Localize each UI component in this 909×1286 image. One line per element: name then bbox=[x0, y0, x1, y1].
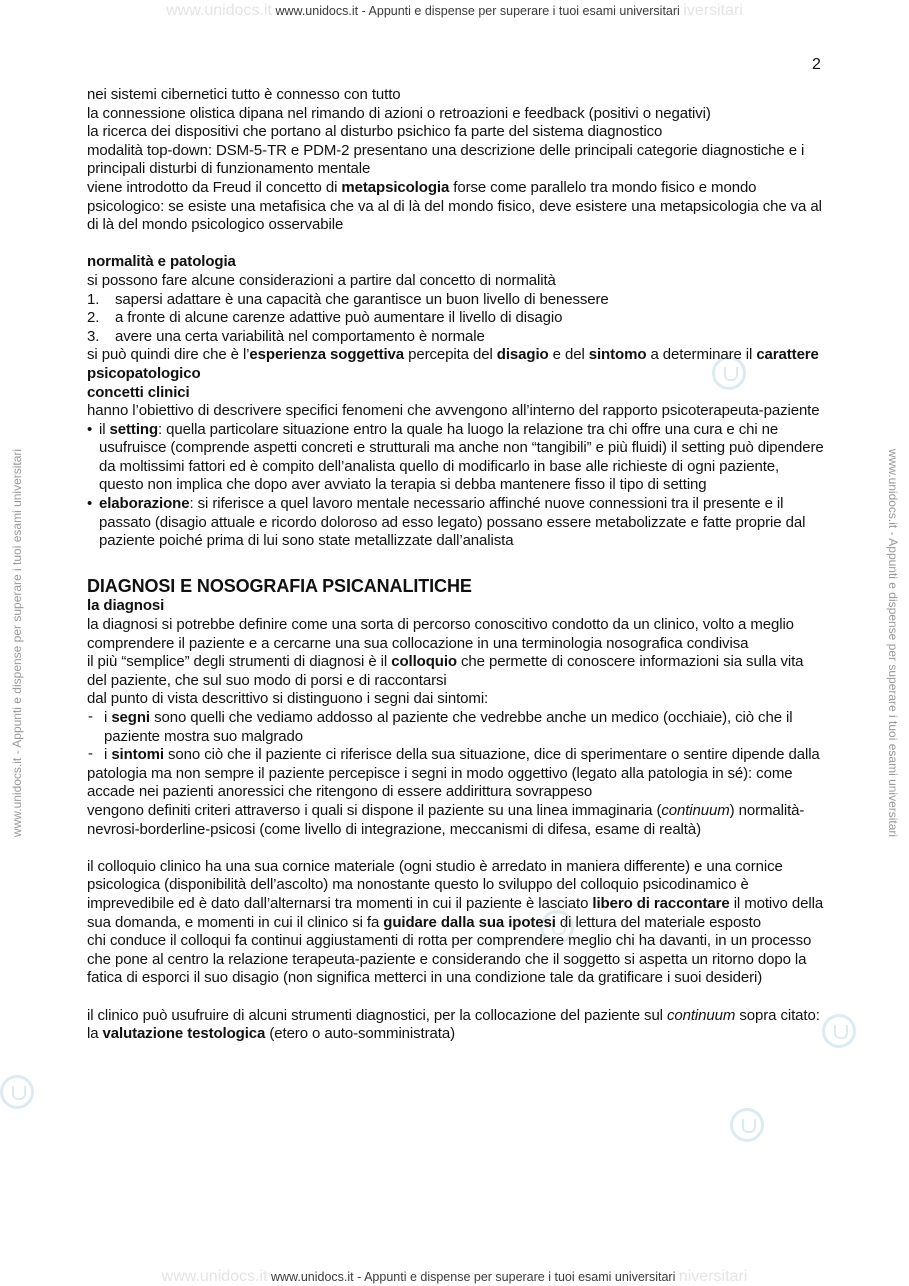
bullet-list bbox=[87, 421, 827, 551]
paragraph: dal punto di vista descrittivo si distinguono i segni dai sintomi: bbox=[87, 690, 489, 708]
paragraph: la diagnosi si potrebbe definire come una sorta di percorso conoscitivo condotto da un clinico, volto a meglio comprendere il paziente e a cercarne una sua collocazione in una terminologia nosografica condivisa bbox=[87, 616, 794, 652]
dash-list bbox=[87, 709, 827, 746]
paragraph: nei sistemi cibernetici tutto è connesso con tutto bbox=[87, 86, 401, 103]
paragraph: la connessione olistica dipana nel rimando di azioni o retroazioni e feedback (positivi o negativi) bbox=[87, 104, 711, 122]
paragraph: hanno l’obiettivo di descrivere specifici fenomeni che avvengono all’interno del rapporto psicoterapeuta-paziente bbox=[87, 402, 820, 420]
paragraph: si possono fare alcune considerazioni a partire dal concetto di normalità bbox=[87, 271, 556, 289]
watermark-logo-icon bbox=[730, 1108, 764, 1142]
paragraph-strumenti: il clinico può usufruire di alcuni strumenti diagnostici, per la collocazione del paziente sul continuum sopra citato: la valutazione testologica (etero o auto-somministrata) bbox=[87, 1006, 820, 1043]
numbered-list bbox=[87, 291, 827, 347]
paragraph-metapsicologia: viene introdotto da Freud il concetto di metapsicologia forse come parallelo tra mondo fisico e mondo psicologico: se esiste una metafisica che va al di là del mondo fisico, deve esistere una metapsicologia che va al di là del mondo psicologico osservabile bbox=[87, 178, 822, 234]
paragraph-criteri: vengono definiti criteri attraverso i quali si dispone il paziente su una linea immaginaria (continuum) normalità-nevrosi-borderline-psicosi (come livello di integrazione, meccanismi di difesa, esame di realtà) bbox=[87, 801, 805, 838]
paragraph-conclusione: si può quindi dire che è l’esperienza soggettiva percepita del disagio e del sintomo a determinare il carattere psicopatologico bbox=[87, 346, 819, 382]
watermark-side-right: www.unidocs.it - Appunti e dispense per superare i tuoi esami universitari bbox=[886, 448, 900, 838]
heading-concetti-clinici: concetti clinici bbox=[87, 383, 190, 401]
watermark-logo-icon bbox=[0, 1075, 34, 1109]
paragraph-colloquio: il più “semplice” degli strumenti di diagnosi è il colloquio che permette di conoscere informazioni sia sulla vita del paziente, che sul suo modo di porsi e di raccontarsi bbox=[87, 653, 804, 689]
heading-la-diagnosi: la diagnosi bbox=[87, 597, 165, 615]
watermark-side-left: www.unidocs.it - Appunti e dispense per superare i tuoi esami universitari bbox=[10, 448, 24, 838]
paragraph: modalità top-down: DSM-5-TR e PDM-2 presentano una descrizione delle principali categorie diagnostiche e i principali disturbi di funzionamento mentale bbox=[87, 141, 805, 178]
paragraph: chi conduce il colloqui fa continui aggiustamenti di rotta per comprendere meglio chi ha davanti, in un processo che pone al centro la relazione terapeuta-paziente e considerando che il soggetto si aspetta un ritorno dopo la fatica di esporci il suo disagio (non significa metterci in una condizione tale da gratificare i suoi desideri) bbox=[87, 932, 812, 987]
watermark-ghost-left: www.unidocs.it bbox=[161, 1268, 268, 1285]
page-number: 2 bbox=[812, 56, 821, 73]
watermark-ghost-right: iversitari bbox=[683, 2, 743, 19]
paragraph-sintomi: - i sintomi sono ciò che il paziente ci riferisce della sua situazione, dice di sperimentare o sentire dipende dalla patologia ma non sempre il paziente percepisce i segni in modo oggettivo (legato alla patologia in sé): come accade nei pazienti anoressici che ritengono di essere addirittura sovrappeso bbox=[87, 745, 820, 801]
list-item: 3. avere una certa variabilità nel comportamento è normale bbox=[87, 327, 485, 345]
watermark-bottom bbox=[0, 1268, 909, 1286]
list-item: 2. a fronte di alcune carenze adattive può aumentare il livello di disagio bbox=[87, 309, 563, 327]
watermark-top-text: www.unidocs.it - Appunti e dispense per superare i tuoi esami universitari bbox=[275, 4, 680, 18]
list-item-elaborazione: • elaborazione: si riferisce a quel lavoro mentale necessario affinché nuove connessioni tra il presente e il passato (disagio attuale e ricordo doloroso ad esso legato) possano essere metabolizzate e fatte proprie dal paziente poiché prima di lui sono state metallizzate dall’analista bbox=[87, 495, 827, 551]
watermark-ghost-left: www.unidocs.it bbox=[166, 2, 272, 19]
list-item: 1. sapersi adattare è una capacità che garantisce un buon livello di benessere bbox=[87, 290, 609, 308]
watermark-bottom-text: www.unidocs.it - Appunti e dispense per superare i tuoi esami universitari bbox=[270, 1270, 676, 1284]
heading-normalita: normalità e patologia bbox=[87, 253, 236, 271]
paragraph: la ricerca dei dispositivi che portano al disturbo psichico fa parte del sistema diagnostico bbox=[87, 123, 663, 141]
paragraph-cornice: il colloquio clinico ha una sua cornice materiale (ogni studio è arredato in maniera differente) e una cornice psicologica (disponibilità dell’ascolto) ma nonostante questo lo sviluppo del colloquio psicodinamico è imprevedibile ed è dato dall’alternarsi tra momenti in cui il paziente è lasciato libero di raccontare il motivo della sua domanda, e momenti in cui il clinico si fa guidare dalla sua ipotesi di lettura del materiale esposto bbox=[87, 857, 824, 931]
list-item-setting: • il setting: quella particolare situazione entro la quale ha luogo la relazione tra chi offre una cura e chi ne usufruisce (comprende aspetti concreti e strutturali ma anche non “tangibili” e più fluidi) il setting può dipendere da moltissimi fattori ed è compito dell’analista quello di modificarlo in base alle richieste di ogni paziente, questo non implica che dopo aver avviato la terapia si debba mantenere fisso il tipo di setting bbox=[87, 421, 827, 495]
watermark-logo-icon bbox=[822, 1014, 856, 1048]
document-body bbox=[87, 86, 827, 1044]
list-item-segni: - i segni sono quelli che vediamo addosso al paziente che vedrebbe anche un medico (occhiaie), ciò che il paziente mostra suo malgrado bbox=[87, 709, 827, 746]
section-title: DIAGNOSI E NOSOGRAFIA PSICANALITICHE bbox=[87, 576, 472, 597]
watermark-ghost-right: niversitari bbox=[678, 1268, 748, 1285]
watermark-top bbox=[0, 2, 909, 20]
